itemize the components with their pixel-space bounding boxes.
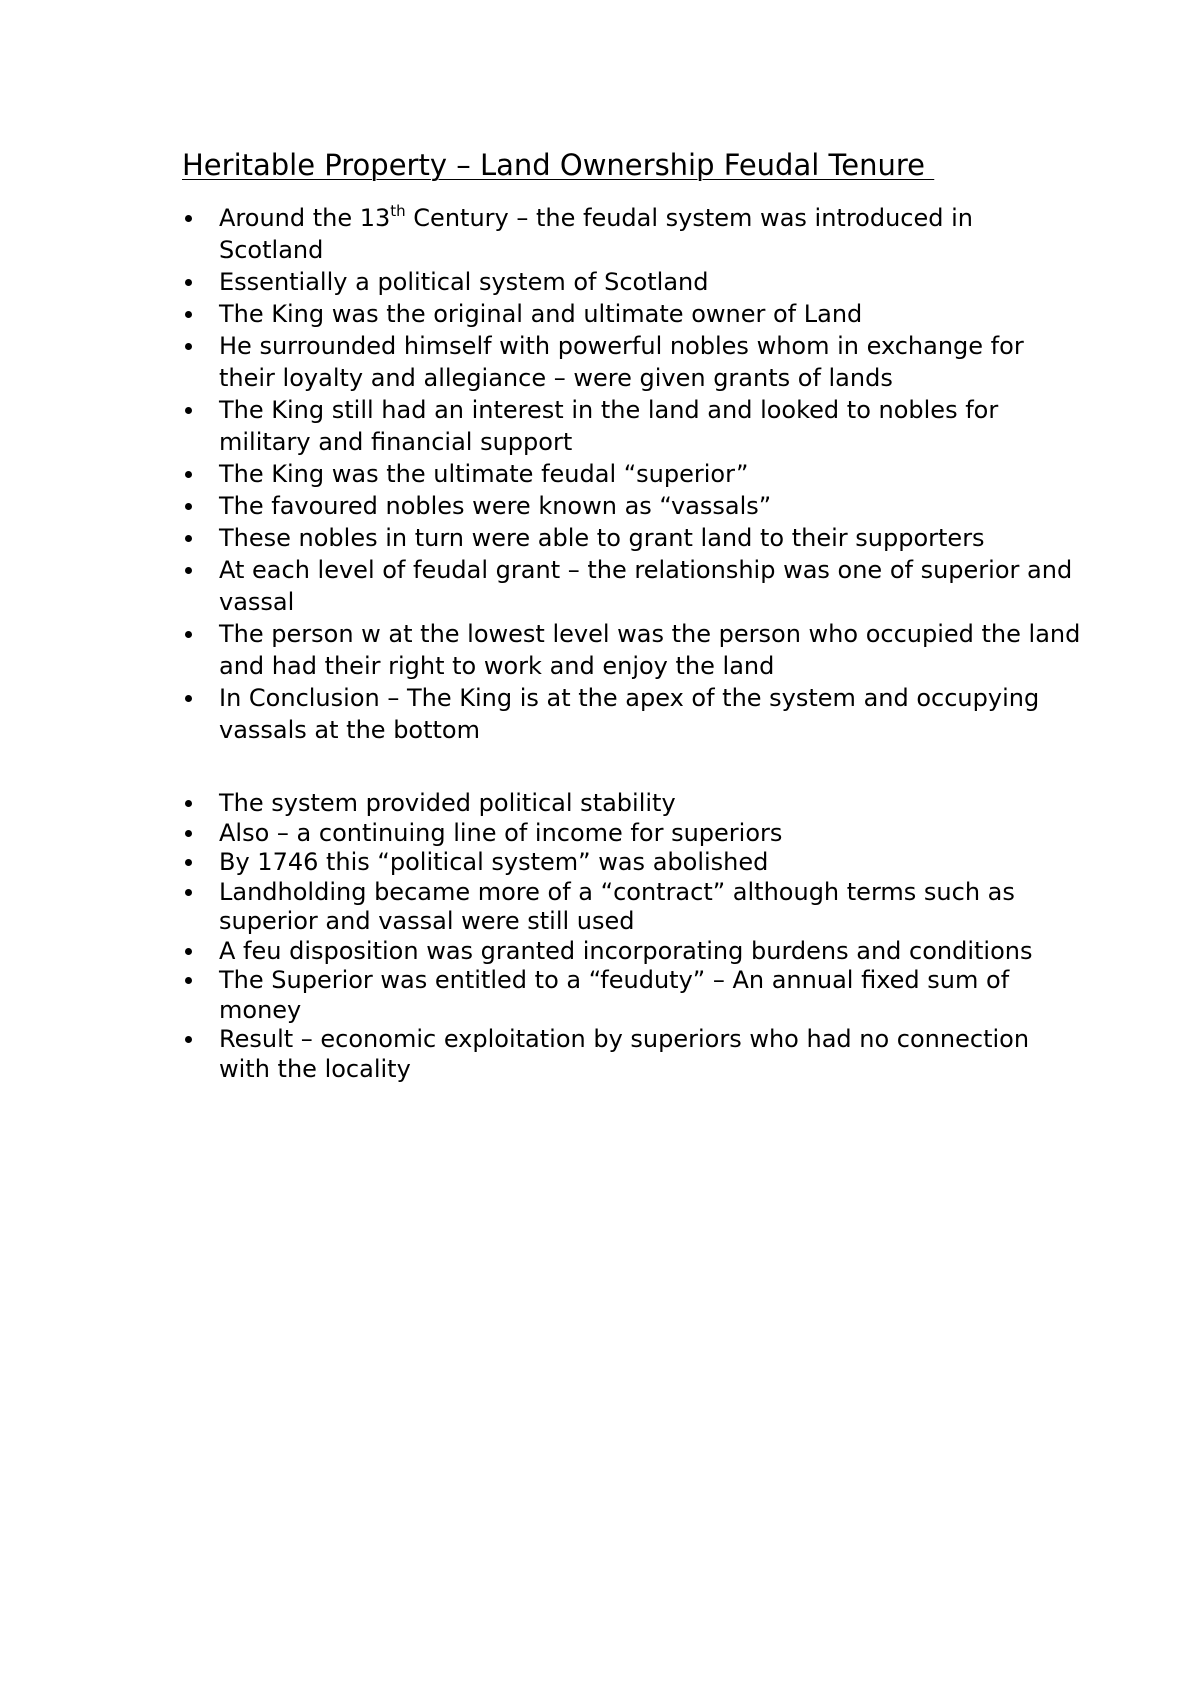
list-item bbox=[182, 937, 1082, 967]
bullet-icon bbox=[185, 631, 192, 638]
list-item-text: The person w at the lowest level was the person who occupied the land and had their right to work and enjoy the land bbox=[219, 620, 1081, 680]
list-item-text: The Superior was entitled to a “feuduty” – An annual fixed sum of money bbox=[219, 966, 1010, 1024]
bullet-list-consequences bbox=[182, 789, 1082, 1084]
bullet-icon bbox=[185, 343, 192, 350]
list-item-text: By 1746 this “political system” was abolished bbox=[219, 848, 769, 876]
list-item bbox=[182, 330, 1082, 394]
list-item-text: Landholding became more of a “contract” although terms such as superior and vassal were still used bbox=[219, 877, 1015, 935]
list-item bbox=[182, 394, 1082, 458]
bullet-icon bbox=[185, 503, 192, 510]
bullet-icon bbox=[185, 859, 192, 866]
list-item bbox=[182, 202, 1082, 266]
list-item-text: He surrounded himself with powerful nobles whom in exchange for their loyalty and allegiance – were given grants of lands bbox=[219, 332, 1024, 392]
list-item bbox=[182, 618, 1082, 682]
bullet-icon bbox=[185, 279, 192, 286]
list-item-text: A feu disposition was granted incorporating burdens and conditions bbox=[219, 936, 1033, 965]
list-item-text-start: Around the 13 bbox=[219, 204, 391, 232]
bullet-icon bbox=[185, 695, 192, 702]
list-item-text: The King still had an interest in the land and looked to nobles for military and financial support bbox=[219, 396, 999, 456]
list-item-text: The King was the ultimate feudal “superior” bbox=[219, 460, 749, 488]
bullet-icon bbox=[185, 830, 192, 837]
list-item bbox=[182, 266, 1082, 298]
list-item bbox=[182, 848, 1082, 878]
bullet-icon bbox=[185, 800, 192, 807]
bullet-icon bbox=[185, 407, 192, 414]
list-item bbox=[182, 1025, 1082, 1084]
list-item-text: The system provided political stability bbox=[219, 789, 676, 817]
list-item-text: Result – economic exploitation by superiors who had no connection with the locality bbox=[219, 1025, 1030, 1083]
list-item-text: At each level of feudal grant – the relationship was one of superior and vassal bbox=[219, 556, 1073, 616]
list-item-text: The King was the original and ultimate owner of Land bbox=[219, 300, 863, 328]
list-item bbox=[182, 966, 1082, 1025]
list-item bbox=[182, 522, 1082, 554]
list-item bbox=[182, 554, 1082, 618]
list-item bbox=[182, 458, 1082, 490]
bullet-icon bbox=[185, 471, 192, 478]
list-item bbox=[182, 682, 1082, 746]
list-item bbox=[182, 298, 1082, 330]
list-item-text: Essentially a political system of Scotland bbox=[219, 268, 709, 296]
document-title: Heritable Property – Land Ownership Feudal Tenure bbox=[182, 148, 935, 182]
bullet-list-feudal-system bbox=[182, 202, 1082, 746]
list-item-text: In Conclusion – The King is at the apex of the system and occupying vassals at the bottom bbox=[219, 684, 1040, 744]
bullet-icon bbox=[185, 889, 192, 896]
list-item-text: The favoured nobles were known as “vassals” bbox=[219, 492, 772, 520]
list-item bbox=[182, 819, 1082, 849]
bullet-icon bbox=[185, 1036, 192, 1043]
list-item-text: These nobles in turn were able to grant land to their supporters bbox=[219, 524, 985, 552]
list-item-text: Also – a continuing line of income for superiors bbox=[219, 818, 783, 847]
bullet-icon bbox=[185, 535, 192, 542]
list-item bbox=[182, 490, 1082, 522]
bullet-icon bbox=[185, 311, 192, 318]
bullet-icon bbox=[185, 977, 192, 984]
bullet-icon bbox=[185, 567, 192, 574]
list-item bbox=[182, 789, 1082, 819]
list-item bbox=[182, 878, 1082, 937]
list-item-text bbox=[219, 204, 973, 264]
bullet-icon bbox=[185, 215, 192, 222]
superscript: th bbox=[390, 202, 406, 220]
bullet-icon bbox=[185, 948, 192, 955]
list-item-text-end: Century – the feudal system was introduced in Scotland bbox=[219, 204, 973, 264]
